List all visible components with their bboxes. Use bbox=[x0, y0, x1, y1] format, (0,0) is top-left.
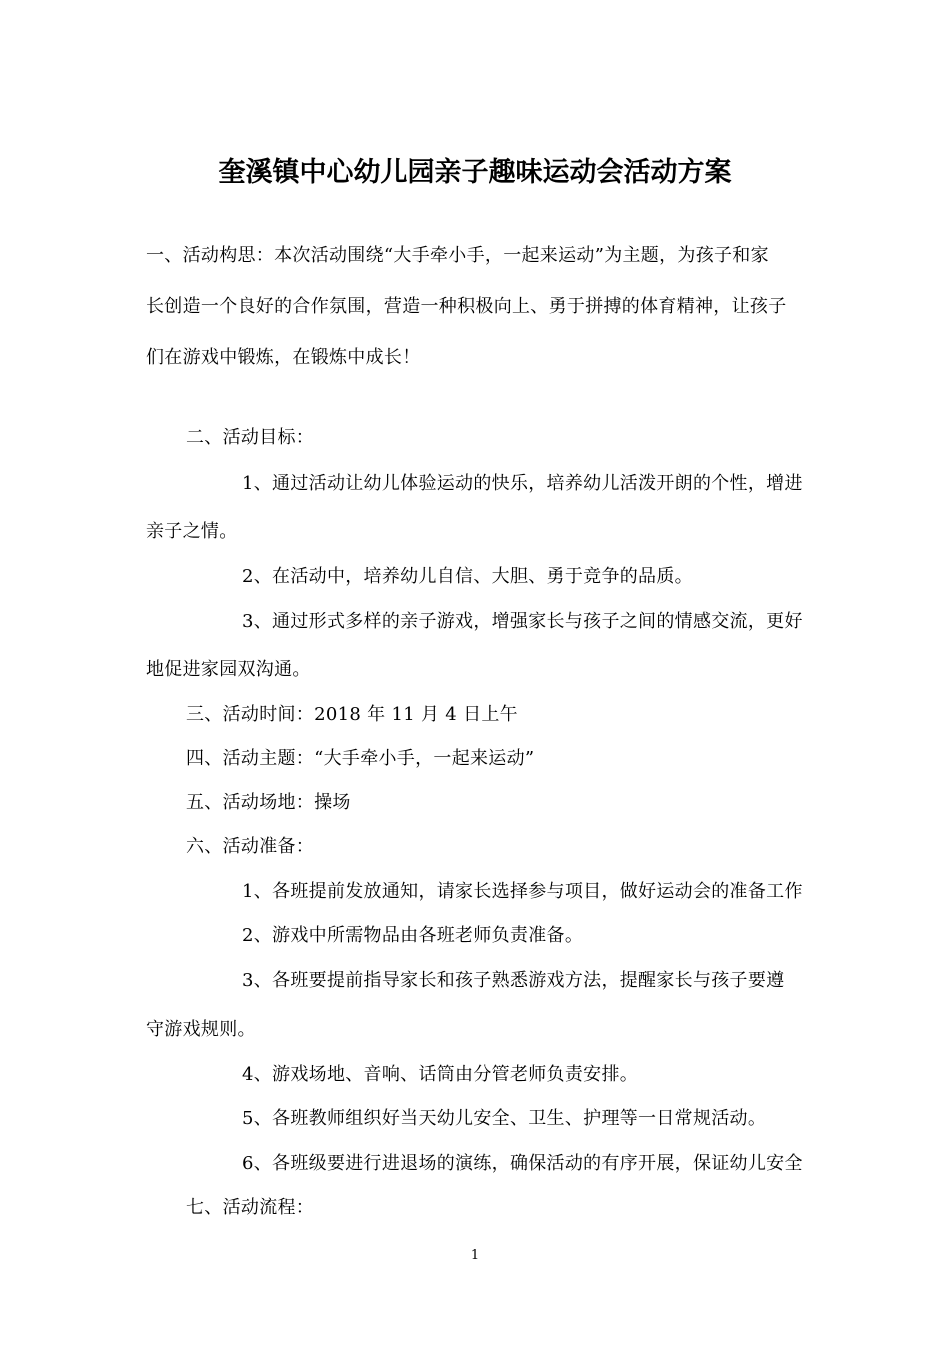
section-heading: 三、活动时间：2018 年 11 月 4 日上午 bbox=[186, 704, 518, 725]
text-line: 守游戏规则。 bbox=[146, 1019, 256, 1040]
section-heading: 五、活动场地：操场 bbox=[186, 792, 351, 813]
text-line: 一、活动构思：本次活动围绕“大手牵小手，一起来运动”为主题，为孩子和家 bbox=[146, 245, 769, 266]
text-line: 2、游戏中所需物品由各班老师负责准备。 bbox=[242, 925, 584, 946]
text-line: 6、各班级要进行进退场的演练，确保活动的有序开展，保证幼儿安全 bbox=[242, 1153, 803, 1174]
document-title: 奎溪镇中心幼儿园亲子趣味运动会活动方案 bbox=[218, 157, 732, 188]
text-line: 4、游戏场地、音响、话筒由分管老师负责安排。 bbox=[242, 1064, 639, 1085]
text-line: 2、在活动中，培养幼儿自信、大胆、勇于竞争的品质。 bbox=[242, 566, 693, 587]
text-line: 长创造一个良好的合作氛围，营造一种积极向上、勇于拼搏的体育精神，让孩子 bbox=[146, 296, 787, 317]
text-line: 们在游戏中锻炼，在锻炼中成长！ bbox=[146, 347, 421, 368]
text-line: 3、通过形式多样的亲子游戏，增强家长与孩子之间的情感交流，更好 bbox=[242, 611, 803, 632]
text-line: 3、各班要提前指导家长和孩子熟悉游戏方法，提醒家长与孩子要遵 bbox=[242, 970, 785, 991]
section-heading: 七、活动流程： bbox=[186, 1197, 315, 1218]
text-line: 地促进家园双沟通。 bbox=[146, 659, 311, 680]
page-number: 1 bbox=[470, 1248, 480, 1263]
section-heading: 二、活动目标： bbox=[186, 427, 315, 448]
section-heading: 四、活动主题：“大手牵小手，一起来运动” bbox=[186, 748, 535, 769]
text-line: 1、各班提前发放通知，请家长选择参与项目，做好运动会的准备工作 bbox=[242, 881, 803, 902]
text-line: 亲子之情。 bbox=[146, 521, 238, 542]
text-line: 1、通过活动让幼儿体验运动的快乐，培养幼儿活泼开朗的个性，增进 bbox=[242, 473, 803, 494]
section-heading: 六、活动准备： bbox=[186, 836, 315, 857]
text-line: 5、各班教师组织好当天幼儿安全、卫生、护理等一日常规活动。 bbox=[242, 1108, 767, 1129]
